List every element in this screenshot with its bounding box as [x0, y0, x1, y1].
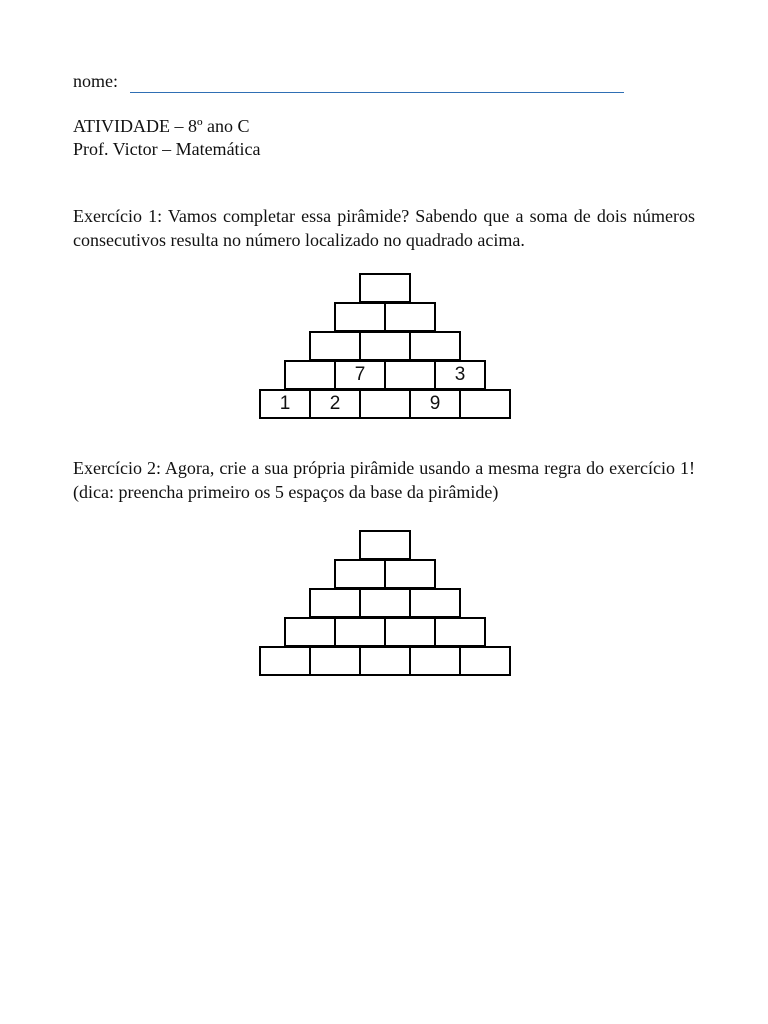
pyramid-cell[interactable]	[359, 389, 411, 419]
name-label: nome:	[73, 71, 118, 91]
pyramid-cell[interactable]: 1	[259, 389, 311, 419]
pyramid-cell[interactable]	[384, 360, 436, 390]
pyramid-cell[interactable]	[359, 588, 411, 618]
pyramid-cell[interactable]	[334, 302, 386, 332]
pyramid-cell[interactable]	[359, 273, 411, 303]
pyramid-cell[interactable]: 3	[434, 360, 486, 390]
pyramid-cell[interactable]	[409, 646, 461, 676]
pyramid-cell[interactable]	[384, 617, 436, 647]
pyramid-cell[interactable]	[359, 331, 411, 361]
pyramid-cell[interactable]: 7	[334, 360, 386, 390]
pyramid-cell[interactable]	[359, 530, 411, 560]
pyramid-cell[interactable]	[409, 331, 461, 361]
pyramid-cell[interactable]: 9	[409, 389, 461, 419]
pyramid-cell[interactable]	[309, 331, 361, 361]
pyramid-cell[interactable]	[259, 646, 311, 676]
pyramid-cell[interactable]	[334, 559, 386, 589]
pyramid-cell[interactable]	[409, 588, 461, 618]
pyramid-cell[interactable]	[459, 646, 511, 676]
pyramid-cell[interactable]	[284, 617, 336, 647]
pyramid-cell[interactable]	[384, 302, 436, 332]
pyramid-cell[interactable]	[334, 617, 386, 647]
activity-title: ATIVIDADE – 8º ano C	[73, 116, 250, 136]
pyramid-cell[interactable]	[284, 360, 336, 390]
pyramid-cell[interactable]	[309, 588, 361, 618]
pyramid-cell[interactable]	[384, 559, 436, 589]
pyramid-cell[interactable]	[459, 389, 511, 419]
pyramid-cell[interactable]: 2	[309, 389, 361, 419]
pyramid-cell[interactable]	[309, 646, 361, 676]
exercise-1-text: Exercício 1: Vamos completar essa pirâmide? Sabendo que a soma de dois números consecutivos resulta no número localizado no quadrado acima.	[73, 206, 695, 250]
teacher-subject: Prof. Victor – Matemática	[73, 139, 261, 159]
name-input-line[interactable]	[130, 92, 624, 93]
pyramid-cell[interactable]	[359, 646, 411, 676]
exercise-2-text: Exercício 2: Agora, crie a sua própria pirâmide usando a mesma regra do exercício 1! (dica: preencha primeiro os 5 espaços da base da pirâmide)	[73, 458, 695, 502]
pyramid-cell[interactable]	[434, 617, 486, 647]
